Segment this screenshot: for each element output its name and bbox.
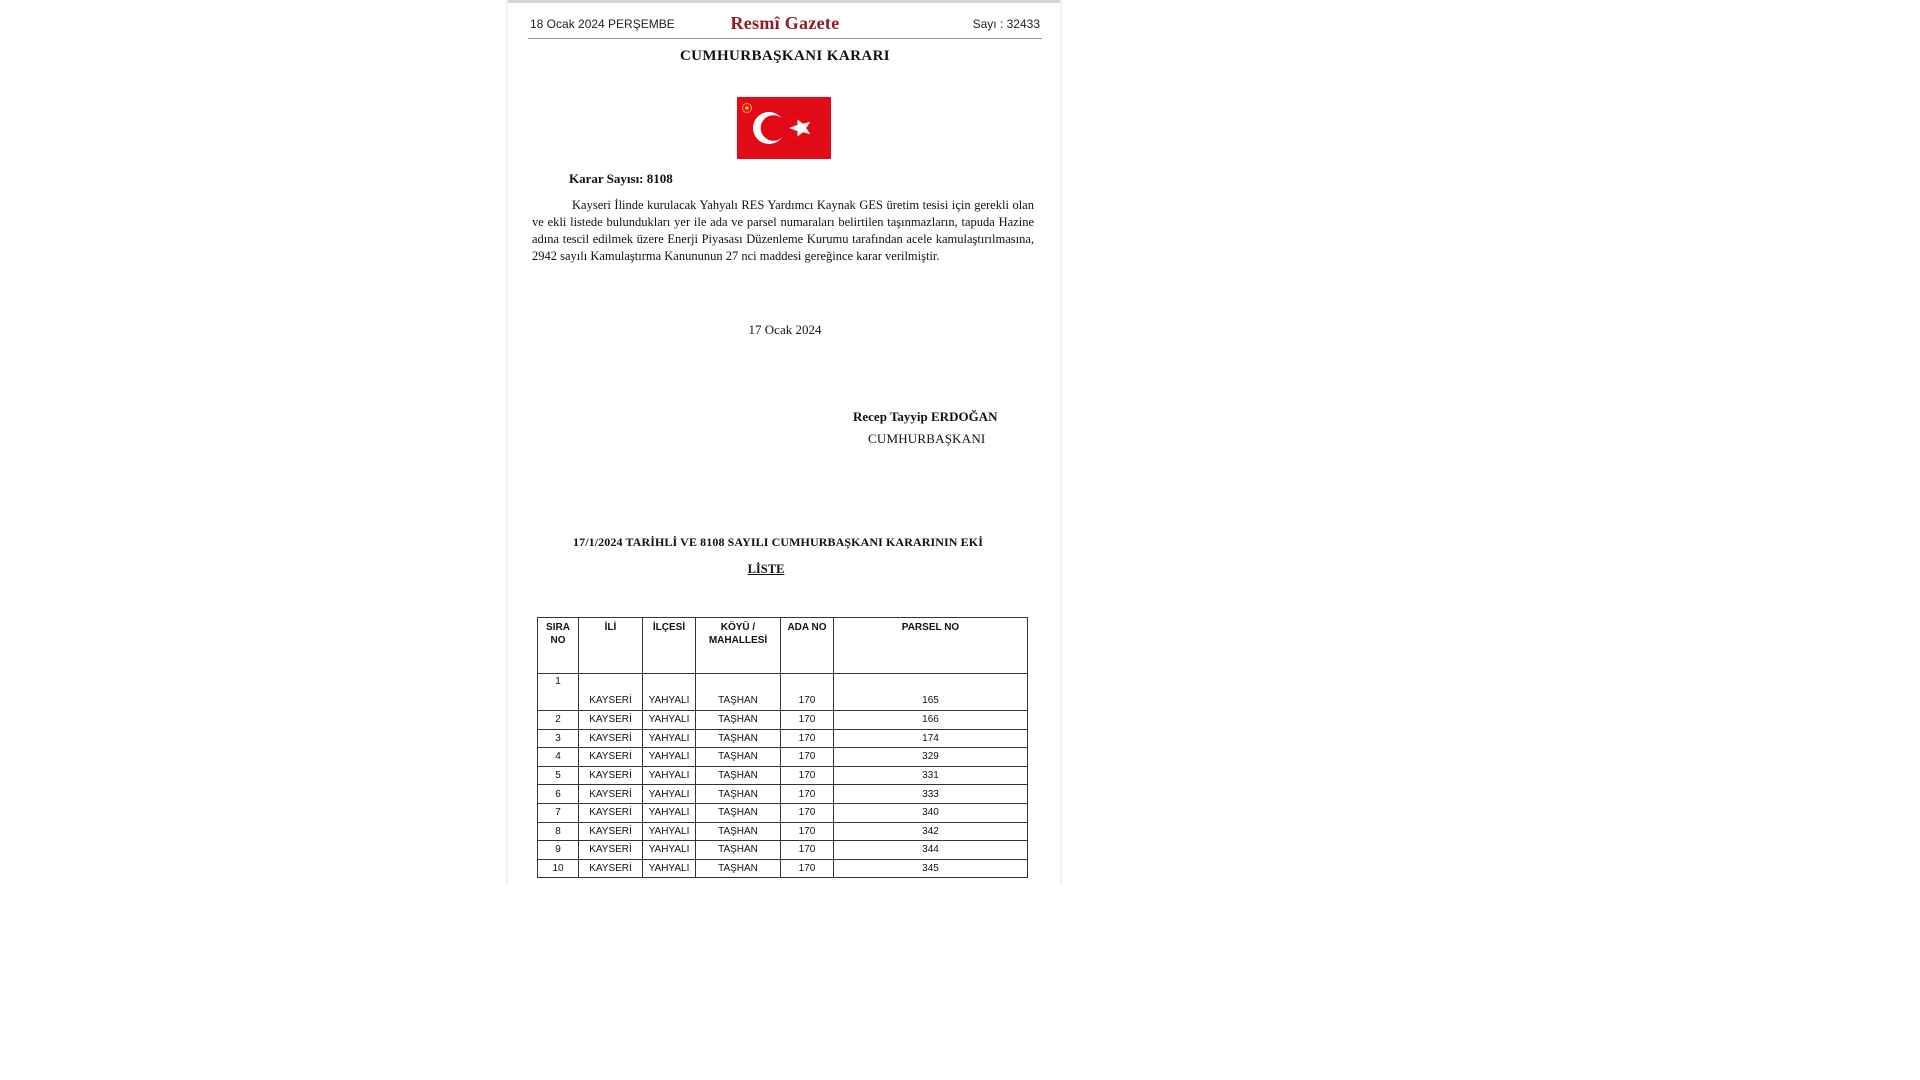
cell-parsel: 333	[834, 785, 1028, 804]
cell-sira-no: 3	[538, 729, 579, 748]
decision-body: Kayseri İlinde kurulacak Yahyalı RES Yardımcı Kaynak GES üretim tesisi için gerekli olan ve ekli listede bulundukları yer ile ada ve parsel numaraları belirtilen taşınmazların, tapuda Hazine adına tescil edilmek üzere Enerji Piyasası Düzenleme Kurumu tarafından acele kamulaştırılmasına, 2942 sayılı Kamulaştırma Kanununun 27 nci maddesi gereğince karar verilmiştir.	[532, 198, 1034, 263]
cell-il: KAYSERİ	[579, 841, 643, 860]
cell-il: KAYSERİ	[579, 822, 643, 841]
cell-ada: 170	[781, 748, 834, 767]
cell-koy: TAŞHAN	[696, 822, 781, 841]
cell-koy: TAŞHAN	[696, 711, 781, 730]
column-header-parsel-no: PARSEL NO	[834, 618, 1028, 674]
cell-il: KAYSERİ	[579, 785, 643, 804]
gazette-header	[528, 12, 1042, 39]
cell-ada: 170	[781, 803, 834, 822]
table-row	[538, 803, 1028, 822]
cell-sira-no: 10	[538, 859, 579, 878]
cell-ada: 170	[781, 729, 834, 748]
cell-koy: TAŞHAN	[696, 803, 781, 822]
cell-parsel: 165	[834, 674, 1028, 711]
cell-ada: 170	[781, 822, 834, 841]
table-row	[538, 748, 1028, 767]
cell-ilce: YAHYALI	[643, 711, 696, 730]
table-row	[538, 841, 1028, 860]
table-row	[538, 674, 1028, 711]
cell-il: KAYSERİ	[579, 729, 643, 748]
cell-il: KAYSERİ	[579, 766, 643, 785]
cell-koy: TAŞHAN	[696, 748, 781, 767]
page-edge-right	[1060, 0, 1062, 885]
gazette-title: Resmî Gazete	[730, 13, 840, 33]
cell-sira-no: 6	[538, 785, 579, 804]
column-header-line: MAHALLESİ	[708, 635, 768, 646]
table-row	[538, 766, 1028, 785]
column-header-ili: İLİ	[579, 618, 643, 674]
cell-parsel: 344	[834, 841, 1028, 860]
table-row	[538, 729, 1028, 748]
cell-koy: TAŞHAN	[696, 729, 781, 748]
header-date: 18 Ocak 2024 PERŞEMBE	[530, 17, 675, 31]
cell-ada: 170	[781, 674, 834, 711]
annex-list-heading: LİSTE	[747, 562, 785, 576]
column-header-ilcesi: İLÇESİ	[643, 618, 696, 674]
issue-number: Sayı : 32433	[972, 17, 1040, 31]
cell-parsel: 342	[834, 822, 1028, 841]
cell-koy: TAŞHAN	[696, 766, 781, 785]
cell-parsel: 345	[834, 859, 1028, 878]
cell-parsel: 329	[834, 748, 1028, 767]
cell-ilce: YAHYALI	[643, 674, 696, 711]
signing-date: 17 Ocak 2024	[748, 322, 822, 337]
column-header-ada-no: ADA NO	[781, 618, 834, 674]
cell-sira-no: 5	[538, 766, 579, 785]
cell-ilce: YAHYALI	[643, 766, 696, 785]
cell-ada: 170	[781, 766, 834, 785]
cell-sira-no: 8	[538, 822, 579, 841]
cell-il: KAYSERİ	[579, 748, 643, 767]
table-row	[538, 785, 1028, 804]
document-title: CUMHURBAŞKANI KARARI	[679, 48, 891, 64]
column-header-koyu-mahallesi	[696, 618, 781, 674]
cell-koy: TAŞHAN	[696, 859, 781, 878]
cell-ilce: YAHYALI	[643, 803, 696, 822]
cell-koy: TAŞHAN	[696, 674, 781, 711]
decision-number: Karar Sayısı: 8108	[569, 171, 673, 186]
cell-il: KAYSERİ	[579, 674, 643, 711]
annex-title: 17/1/2024 TARİHLİ VE 8108 SAYILI CUMHURBAŞKANI KARARININ EKİ	[573, 535, 983, 549]
cell-ilce: YAHYALI	[643, 841, 696, 860]
cell-koy: TAŞHAN	[696, 785, 781, 804]
cell-ilce: YAHYALI	[643, 859, 696, 878]
cell-ada: 170	[781, 785, 834, 804]
cell-ada: 170	[781, 841, 834, 860]
cell-ada: 170	[781, 711, 834, 730]
table-row	[538, 859, 1028, 878]
parcel-table	[537, 617, 1028, 878]
table-row	[538, 711, 1028, 730]
cell-ada: 170	[781, 859, 834, 878]
cell-ilce: YAHYALI	[643, 748, 696, 767]
cell-il: KAYSERİ	[579, 803, 643, 822]
column-header-line: SIRA	[546, 622, 570, 633]
cell-sira-no: 7	[538, 803, 579, 822]
cell-il: KAYSERİ	[579, 859, 643, 878]
cell-ilce: YAHYALI	[643, 822, 696, 841]
column-header-sira-no	[538, 618, 579, 674]
table-row	[538, 822, 1028, 841]
cell-parsel: 174	[834, 729, 1028, 748]
cell-sira-no: 1	[538, 674, 579, 711]
column-header-line: KÖYÜ /	[720, 622, 756, 633]
signatory-title: CUMHURBAŞKANI	[868, 431, 986, 446]
turkish-flag-icon	[737, 97, 831, 159]
cell-il: KAYSERİ	[579, 711, 643, 730]
cell-parsel: 331	[834, 766, 1028, 785]
cell-sira-no: 9	[538, 841, 579, 860]
table-header-row	[538, 618, 1028, 674]
cell-koy: TAŞHAN	[696, 841, 781, 860]
cell-sira-no: 2	[538, 711, 579, 730]
cell-ilce: YAHYALI	[643, 729, 696, 748]
cell-ilce: YAHYALI	[643, 785, 696, 804]
cell-sira-no: 4	[538, 748, 579, 767]
signatory-name: Recep Tayyip ERDOĞAN	[853, 409, 998, 424]
cell-parsel: 340	[834, 803, 1028, 822]
column-header-line: NO	[550, 635, 566, 646]
cell-parsel: 166	[834, 711, 1028, 730]
